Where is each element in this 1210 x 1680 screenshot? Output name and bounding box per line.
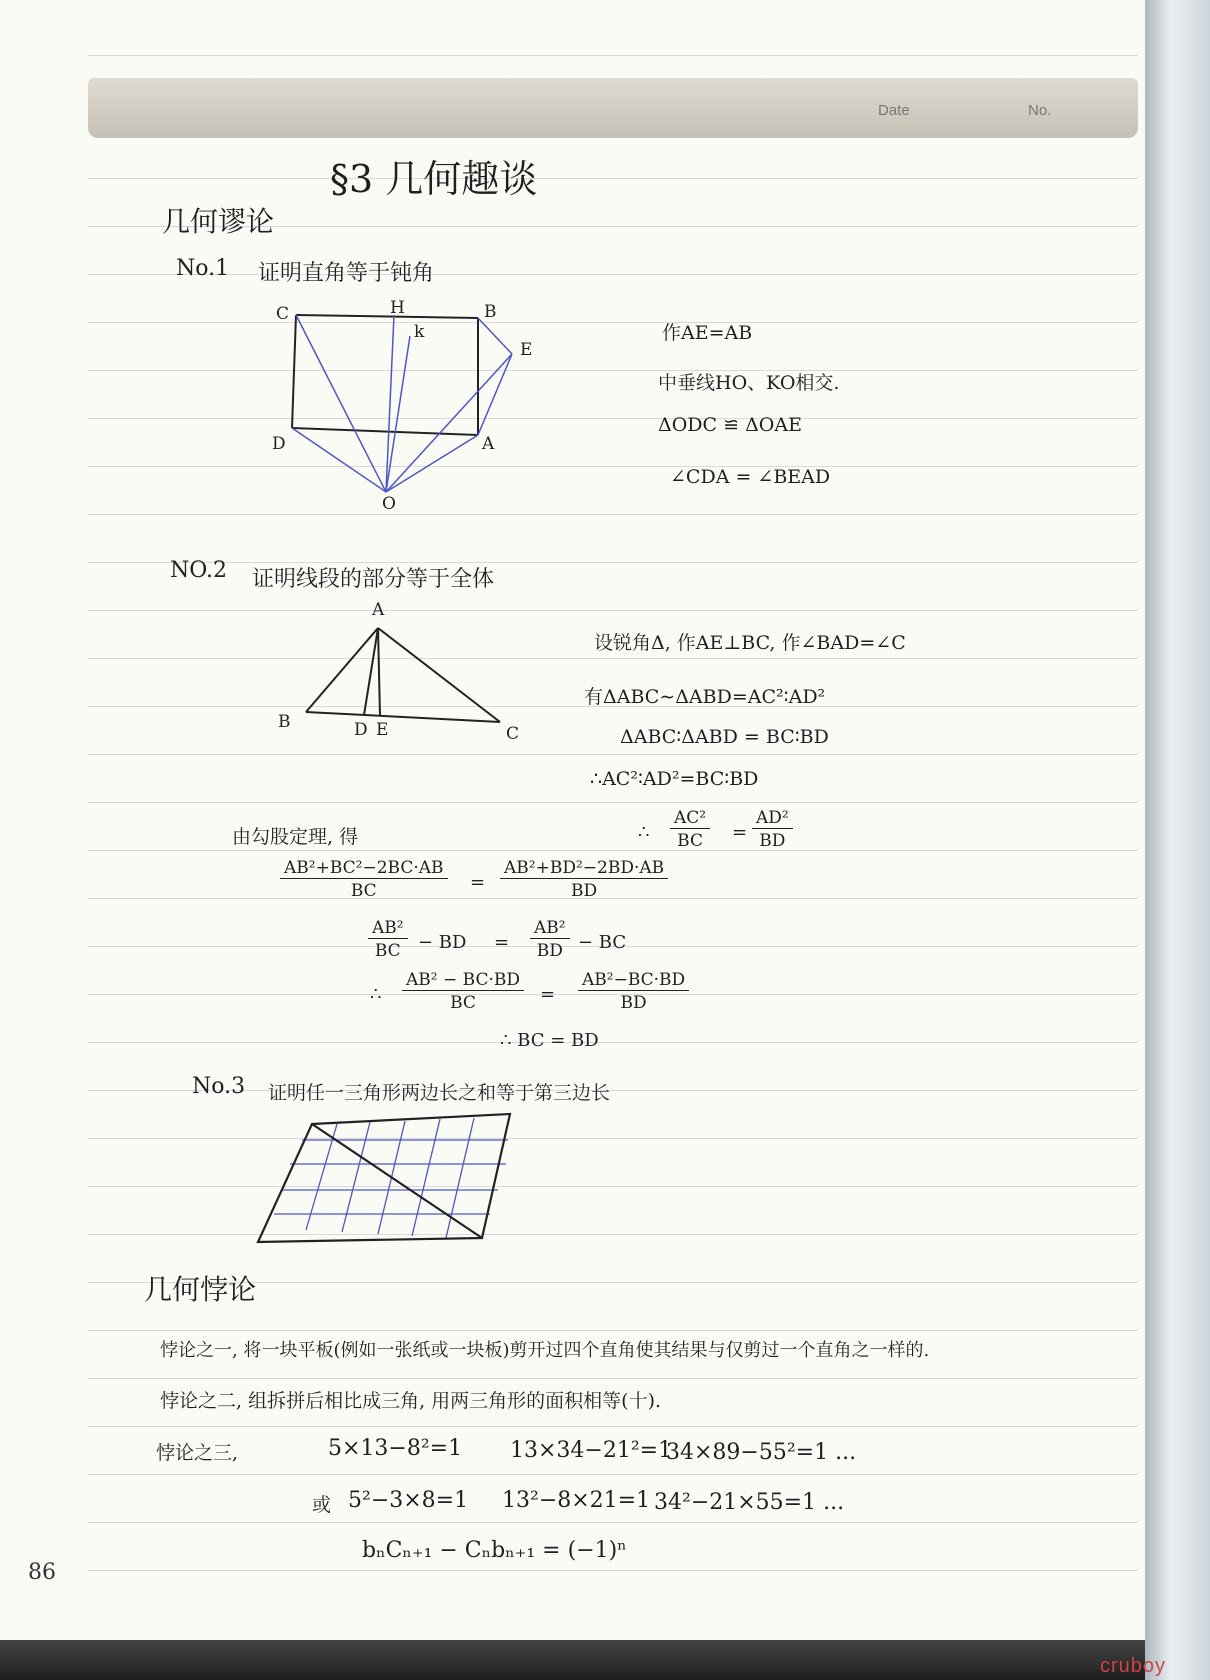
paradox-3-alt-eq: 5²−3×8=1 [348,1488,469,1513]
no2-note: 设锐角Δ, 作AE⊥BC, 作∠BAD=∠C [594,632,906,654]
parallelogram [258,1114,510,1242]
paradox-1: 悖论之一, 将一块平板(例如一张纸或一块板)剪开过四个直角使其结果与仅剪过一个直角之一样的. [160,1340,930,1361]
fraction-denominator: BD [571,881,598,901]
point-label: C [276,304,290,324]
notebook-spine [1145,0,1210,1680]
no2-note: 有ΔABC∼ΔABD=AC²∶AD² [584,686,826,708]
therefore-symbol: ∴ [370,984,382,1005]
no2-note: ΔABC∶ΔABD = BC∶BD [620,726,829,748]
section-heading-fallacies: 几何谬论 [162,205,275,238]
point-label: D [354,720,368,740]
fraction-numerator: AB²+BD²−2BD·AB [500,858,668,879]
equals-sign: = [732,822,748,843]
no1-title: 证明直角等于钝角 [258,261,435,286]
no1-note: ∠CDA = ∠BEAD [670,466,831,488]
fraction-denominator: BC [374,941,401,961]
equals-sign: = [540,984,556,1005]
fraction-denominator: BD [536,941,563,961]
point-label: C [506,724,520,744]
paradox-3-alt-eq: 13²−8×21=1 [502,1488,651,1513]
date-label: Date [878,102,910,119]
diagonal [312,1124,482,1238]
no2-label: NO.2 [170,558,227,583]
step2-left-tail: − BD [418,932,467,953]
paradox-3-formula: bₙCₙ₊₁ − Cₙbₙ₊₁ = (−1)ⁿ [362,1538,627,1563]
fraction-denominator: BC [450,993,476,1013]
no3-title: 证明任一三角形两边长之和等于第三边长 [268,1082,611,1104]
no2-title: 证明线段的部分等于全体 [252,567,495,592]
paradox-2: 悖论之二, 组拆拼后相比成三角, 用两三角形的面积相等(十). [160,1390,662,1412]
grid-line [342,1122,370,1232]
fraction-numerator: AD² [752,808,793,829]
no1-note: 中垂线HO、KO相交. [658,372,840,394]
fraction-denominator: BD [759,831,786,851]
no2-note: ∴AC²∶AD²=BC∶BD [590,768,759,790]
no1-label: No.1 [176,256,230,281]
paradox-3-eq: 13×34−21²=1 [510,1438,673,1463]
no-label: No. [1028,102,1052,119]
no1-note: ΔODC ≌ ΔOAE [658,414,802,436]
paradox-3-eq: 5×13−8²=1 [328,1436,463,1461]
therefore-symbol: ∴ [638,822,650,843]
point-label: k [414,322,425,342]
step2-right-tail: − BC [578,932,627,953]
point-label: O [382,494,396,514]
paradox-3-label: 悖论之三, [156,1442,239,1464]
fraction-denominator: BC [350,881,377,901]
no3-label: No.3 [192,1074,246,1099]
no1-note: 作AE=AB [662,322,753,344]
fraction-numerator: AB² − BC·BD [402,970,524,991]
notebook-bottom-edge [0,1640,1145,1680]
point-label: E [520,340,533,360]
point-label: B [278,712,291,732]
equals-sign: = [494,932,510,953]
fraction-numerator: AB² [530,918,570,939]
point-label: A [372,600,385,620]
grid-line [446,1118,474,1238]
paradox-3-alt-eq: 34²−21×55=1 ... [654,1490,845,1515]
no2-conclusion: ∴ BC = BD [500,1030,599,1051]
derivation-intro: 由勾股定理, 得 [232,826,359,848]
fraction-numerator: AB²+BC²−2BC·AB [280,858,448,879]
point-label: A [482,434,495,454]
watermark: cruboy [1100,1655,1167,1677]
point-label: D [272,434,286,454]
point-label: E [376,720,389,740]
fraction-denominator: BD [620,993,647,1013]
fraction-numerator: AB² [368,918,408,939]
fraction-numerator: AC² [670,808,710,829]
page-number: 86 [28,1560,56,1585]
fraction-denominator: BC [677,831,703,851]
grid-line [412,1119,440,1236]
equals-sign: = [470,872,486,893]
paradox-3-eq: 34×89−55²=1 ... [666,1440,857,1465]
paradox-3-alt-prefix: 或 [312,1494,332,1516]
page-title: §3 几何趣谈 [330,157,538,201]
fraction-numerator: AB²−BC·BD [578,970,689,991]
section-heading-paradoxes: 几何悖论 [144,1273,257,1306]
point-label: B [484,302,497,322]
point-label: H [390,298,405,318]
